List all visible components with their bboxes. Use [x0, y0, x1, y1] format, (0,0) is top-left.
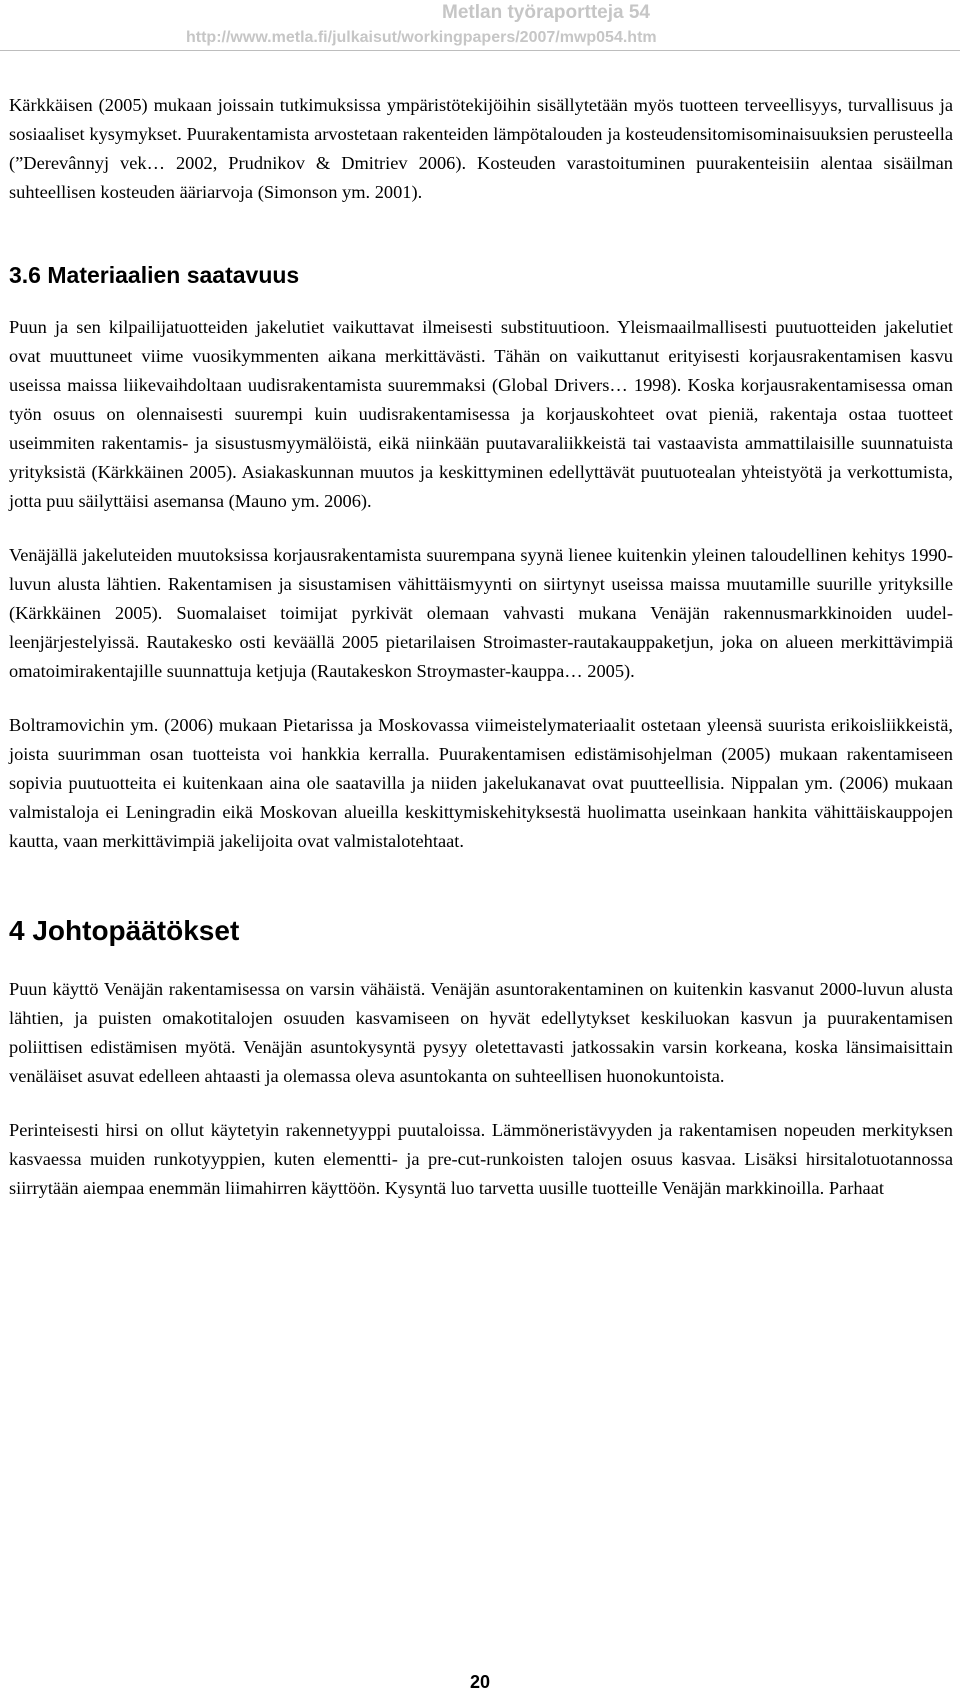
series-title: Metlan työraportteja 54 — [442, 2, 650, 23]
paragraph-log-houses: Perinteisesti hirsi on ollut käytetyin rakennetyyppi puutaloissa. Lämmöneristävyyden ja rakentamisen nopeuden merkityksen kasvaessa muiden runkotyyppien, kuten elementti- ja pre-cut-runkoisten talojen osuus kasvaa. Lisäksi hirsitalotuotannossa siirrytään aiempaa enemmän liimahirren käyttöön. Kysyntä luo tarvetta uusille tuotteille Venäjän markkinoilla. Parhaat — [9, 1120, 953, 1198]
paragraph-conclusions-wood-use: Puun käyttö Venäjän rakentamisessa on varsin vähäistä. Venäjän asuntorakentaminen on kuitenkin kasvanut 2000-luvun alusta lähtien, ja puisten omakotitalojen osuuden kasvamiseen on hyvät edellytykset keskiluokan kasvun ja puurakentamisen poliittisen edistämisen myötä. Venäjän asuntokysyntä pysyy oletettavasti jatkossakin varsin korkeana, koska länsimaisittain venäläiset asuvat edelleen ahtaasti ja olemassa oleva asuntokanta on suhteellisen huonokuntoista. — [9, 979, 953, 1086]
chapter-heading-4: 4 Johtopäätökset — [9, 915, 240, 946]
document-body — [9, 91, 953, 1203]
paragraph-retail-moscow-petersburg: Boltramovichin ym. (2006) mukaan Pietarissa ja Moskovassa viimeistelymateriaalit ostetaan yleensä suurista erikoisliikkeistä, joista suurimman osan tuotteista voi hankkia kerralla. Puurakentamisen edistämisohjelman (2005) mukaan rakentamiseen sopivia puutuotteita ei kuitenkaan aina ole saatavilla ja niiden jakelukanavat ovat puutteellisia. Nippalan ym. (2006) mukaan valmistaloja ei Leningradin eikä Moskovan alueilla keskittymiskehityksestä huolimatta useinkaan hankita vähittäiskauppojen kautta, vaan merkittävimpiä jakelijoita ovat valmistalotehtaat. — [9, 715, 953, 851]
page-number: 20 — [469, 1672, 491, 1692]
publication-url: http://www.metla.fi/julkaisut/workingpapers/2007/mwp054.htm — [186, 29, 657, 46]
section-heading-3-6: 3.6 Materiaalien saatavuus — [9, 262, 300, 288]
paragraph-distribution-channels: Puun ja sen kilpailijatuotteiden jakelutiet vaikuttavat ilmeisesti substituutioon. Yleismaailmallisesti puutuotteiden jakelutiet ovat muuttuneet viime vuosikymmenten aikana merkittävästi. Tähän on vaikuttanut erityisesti korjausrakentamisen kasvu useissa maissa liikevaihdoltaan uudisrakentamista suuremmaksi (Global Drivers… 1998). Koska korjausrakentamisessa oman työn osuus on olennaisesti suurempi kuin uudisrakentamisessa ja korjauskohteet ovat pieniä, rakentaja ostaa tuotteet useimmiten rakentamis- ja sisustusmyymälöistä, eikä niinkään puutavaraliikkeistä tai vastaavista ammattilaisille suunnatuista yrityksistä (Kärkkäinen 2005). Asiakaskunnan muutos ja keskittyminen edellyttävät puutuotealan yhteistyötä ja verkottumista, jotta puu säilyttäisi asemansa (Mauno ym. 2006). — [9, 317, 953, 511]
page-header — [0, 0, 960, 52]
paragraph-environmental-factors: Kärkkäisen (2005) mukaan joissain tutkimuksissa ympäristötekijöihin sisällytetään myös tuotteen terveellisyys, turvallisuus ja sosiaaliset kysymykset. Puurakentamista arvostetaan rakenteiden lämpötalouden ja kosteudensitomisominaisuuksien perusteella (”Derevânnyj vek… 2002, Prudnikov & Dmitriev 2006). Kosteuden varastoituminen puurakenteisiin alentaa sisäilman suhteellisen kosteuden ääriarvoja (Simonson ym. 2001). — [9, 95, 953, 202]
paragraph-russia-distribution: Venäjällä jakeluteiden muutoksissa korjausrakentamista suurempana syynä lienee kuitenkin yleinen taloudellinen kehitys 1990-luvun alusta lähtien. Rakentamisen ja sisustamisen vähittäismyynti on siirtynyt useissa maissa muutamille suurille yrityksille (Kärkkäinen 2005). Suomalaiset toimijat pyrkivät olemaan vahvasti mukana Venäjän rakennusmarkkinoiden uudelleenjärjestelyissä. Rautakesko osti keväällä 2005 pietarilaisen Stroimaster-rautakauppaketjun, joka on alueen merkittävimpiä omatoimirakentajille suunnattuja ketjuja (Rautakeskon Stroymaster-kauppa… 2005). — [9, 545, 953, 681]
header-divider — [0, 50, 960, 51]
